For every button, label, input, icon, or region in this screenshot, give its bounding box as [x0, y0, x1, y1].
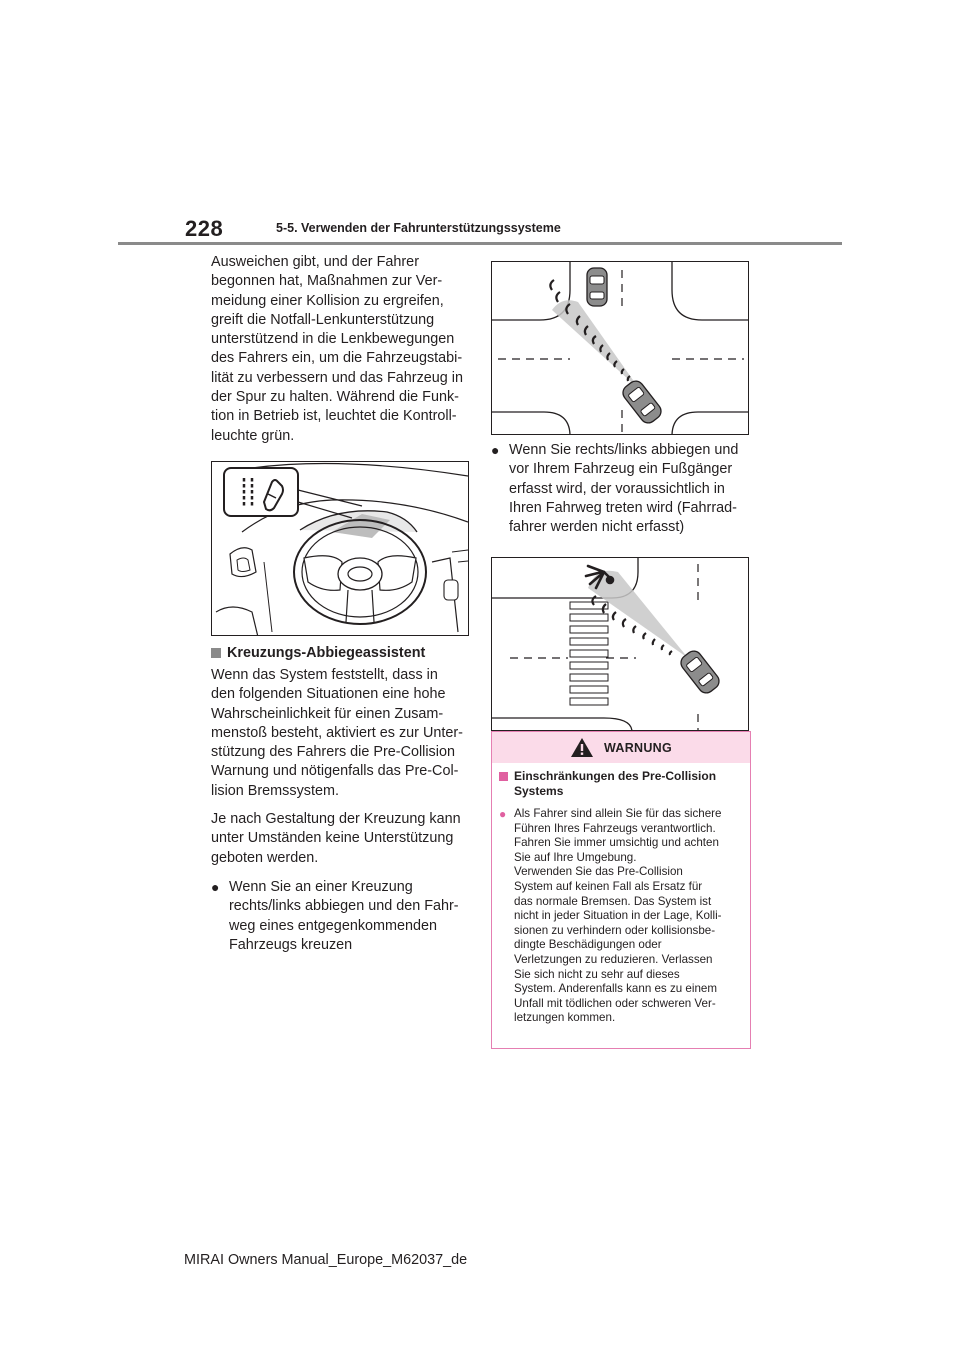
- left-column: [211, 253, 473, 955]
- warning-label: WARNUNG: [603, 740, 673, 755]
- paragraph-intersection-design: Je nach Gestaltung der Kreuzung kann unter Umständen keine Unterstützung geboten werden.: [211, 811, 461, 866]
- bullet-dot-icon: ●: [499, 807, 507, 821]
- dashboard-illustration: [211, 461, 469, 636]
- bullet-dot-icon: ●: [211, 878, 220, 895]
- paragraph-system-activation: Wenn das System feststellt, dass in den folgenden Situationen eine hohe Wahrscheinlichkeit für einen Zusam- menstoß besteht, aktiviert es zur Unter- stützung des Fahrers die Pre-Collision Warnung und nötigenfalls das Pre-Col- lision Bremssystem.: [211, 666, 463, 799]
- footer-text: MIRAI Owners Manual_Europe_M62037_de: [184, 1252, 468, 1268]
- bullet-dot-icon: ●: [491, 442, 500, 458]
- square-bullet-icon: [211, 648, 221, 658]
- warning-item: ● Als Fahrer sind allein Sie für das sichere Führen Ihres Fahrzeugs verantwortlich. Fahren Sie immer umsichtig und achten Sie auf Ihre Umgebung. Verwenden Sie das Pre-Collision System auf keinen Fall als Ersatz für das normale Bremsen. Das System ist nicht in jeder Situation in der Lage, Kolli- sionen zu verhindern oder kollisionsbe- dingte Beschädigungen oder Verletzungen zu reduzieren. Verlassen Sie sich nicht zu sehr auf dieses System. Anderenfalls kann es zu einem Unfall mit tödlichen oder schweren Ver- letzungen kommen.: [499, 807, 722, 1025]
- car-icon: [620, 378, 664, 426]
- intersection-vehicle-illustration: [491, 261, 749, 435]
- square-bullet-icon: [499, 772, 508, 781]
- warning-box: [491, 731, 751, 1049]
- warning-triangle-icon: [570, 737, 594, 758]
- warning-subheading: Einschränkungen des Pre-Collision Systems: [499, 769, 744, 798]
- page-number: 228: [185, 216, 224, 241]
- subheading-kreuzungs-abbiegeassistent: Kreuzungs-Abbiegeassistent: [211, 644, 473, 663]
- warning-header: [492, 732, 750, 763]
- bullet-oncoming-vehicle: ● Wenn Sie an einer Kreuzung rechts/links abbiegen und den Fahr- weg eines entgegenkommenden Fahrzeugs kreuzen: [211, 878, 473, 955]
- crosswalk-pedestrian-illustration: [491, 557, 749, 731]
- right-column: [491, 261, 751, 731]
- header-rule: [118, 242, 842, 245]
- intro-paragraph: Ausweichen gibt, und der Fahrer begonnen hat, Maßnahmen zur Ver- meidung einer Kollision zu ergreifen, greift die Notfall-Lenkunterstützung unterstützend in die Lenkbewegungen des Fahrers ein, um die Fahrzeugstabi- lität zu verbessern und das Fahrzeug in der Spur zu halten. Während die Funk- tion in Betrieb ist, leuchtet die Kontroll- leuchte grün.: [211, 254, 463, 444]
- bullet-pedestrian: ● Wenn Sie rechts/links abbiegen und vor Ihrem Fahrzeug ein Fußgänger erfasst wird, der voraussichtlich in Ihren Fahrweg treten wird (Fahrrad- fahrer werden nicht erfasst): [491, 441, 751, 537]
- warning-body: [492, 763, 750, 1026]
- section-title: 5-5. Verwenden der Fahrunterstützungssysteme: [276, 221, 561, 235]
- car-icon: [587, 268, 607, 306]
